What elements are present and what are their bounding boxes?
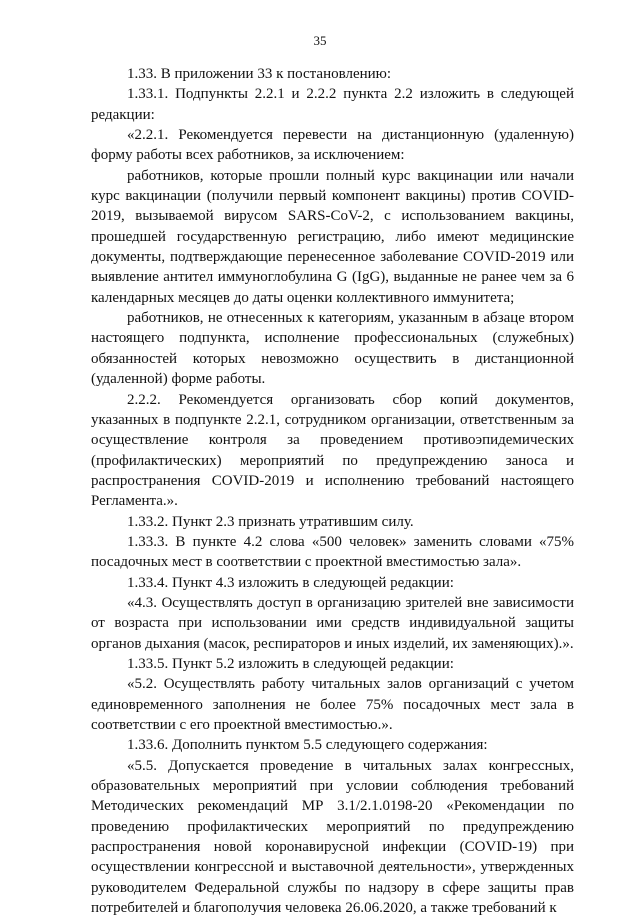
paragraph-vaccinated-workers: работников, которые прошли полный курс вакцинации или начали курс вакцинации (получили первый компонент вакцины) против COVID-2019, вызываемой вирусом SARS-CoV-2, с использованием вакцины, прошедшей государственную регистрацию, либо имеют медицинские документы, подтверждающие перенесенное заболевание COVID-2019 или выявление антител иммуноглобулина G (IgG), выданные не ранее чем за 6 календарных месяцев до даты оценки коллективного иммунитета; (91, 167, 574, 306)
document-body (91, 64, 574, 918)
paragraph-1-33-3: 1.33.3. В пункте 4.2 слова «500 человек» заменить словами «75% посадочных мест в соответствии с проектной вместимостью зала». (91, 533, 574, 571)
paragraph-1-33-4: 1.33.4. Пункт 4.3 изложить в следующей редакции: (127, 574, 454, 591)
page-number: 35 (313, 33, 327, 48)
paragraph-5-2: «5.2. Осуществлять работу читальных залов организаций с учетом единовременного заполнения не более 75% посадочных мест зала в соответствии с его проектной вместимостью.». (91, 676, 574, 733)
paragraph-2-2-1: «2.2.1. Рекомендуется перевести на дистанционную (удаленную) форму работы всех работников, за исключением: (91, 127, 574, 164)
paragraph-5-5: «5.5. Допускается проведение в читальных залах конгрессных, образовательных мероприятий при условии соблюдения требований Методических рекомендаций МР 3.1/2.1.0198-20 «Рекомендации по проведению профилактических мероприятий по предупреждению распространения новой коронавирусной инфекции (COVID-19) при осуществлении конгрессной и выставочной деятельности», утвержденных руководителем Федеральной службы по надзору в сфере защиты прав потребителей и благополучия человека 26.06.2020, а также требований к (91, 757, 574, 917)
paragraph-other-workers: работников, не отнесенных к категориям, указанным в абзаце втором настоящего подпункта, исполнение профессиональных (служебных) обязанностей которых невозможно осуществить в дистанционной (удаленной) форме работы. (91, 310, 574, 388)
paragraph-1-33-1: 1.33.1. Подпункты 2.2.1 и 2.2.2 пункта 2.2 изложить в следующей редакции: (91, 86, 574, 123)
paragraph-1-33-6: 1.33.6. Дополнить пунктом 5.5 следующего содержания: (127, 737, 488, 754)
paragraph-1-33-2: 1.33.2. Пункт 2.3 признать утратившим силу. (127, 513, 414, 530)
paragraph-2-2-2: 2.2.2. Рекомендуется организовать сбор копий документов, указанных в подпункте 2.2.1, сотрудником организации, ответственным за осуществление контроля за проведением противоэпидемических (профилактических) мероприятий по предупреждению заноса и распространения COVID-2019 и исполнению требований настоящего Регламента.». (91, 391, 574, 510)
paragraph-4-3: «4.3. Осуществлять доступ в организацию зрителей вне зависимости от возраста при использовании ими средств индивидуальной защиты органов дыхания (масок, респираторов и иных изделий, их заменяющих).». (91, 594, 574, 652)
paragraph-1-33: 1.33. В приложении 33 к постановлению: (127, 66, 392, 82)
paragraph-1-33-5: 1.33.5. Пункт 5.2 изложить в следующей редакции: (127, 655, 454, 672)
